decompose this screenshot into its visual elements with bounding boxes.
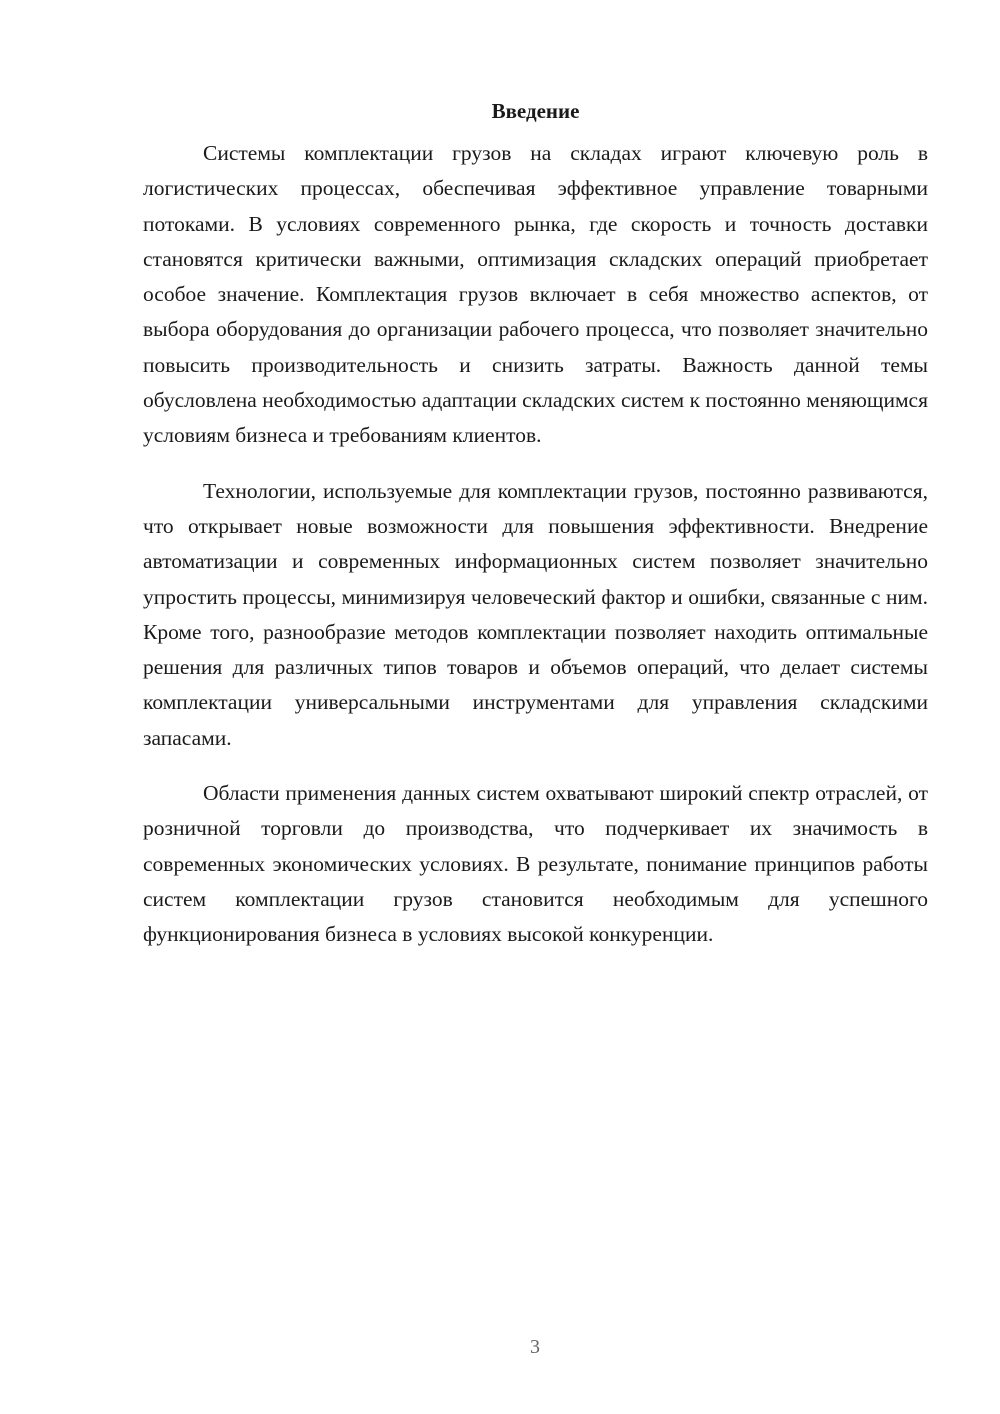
paragraph-1: Системы комплектации грузов на складах играют ключевую роль в логистических процессах, обеспечивая эффективное управление товарными потоками. В условиях современного рынка, где скорость и точность доставки становятся критически важными, оптимизация складских операций приобретает особое значение. Комплектация грузов включает в себя множество аспектов, от выбора оборудования до организации рабочего процесса, что позволяет значительно повысить производительность и снизить затраты. Важность данной темы обусловлена необходимостью адаптации складских систем к постоянно меняющимся условиям бизнеса и требованиям клиентов.: [143, 141, 928, 448]
paragraph-3: Области применения данных систем охватывают широкий спектр отраслей, от розничной торговли до производства, что подчеркивает их значимость в современных экономических условиях. В результате, понимание принципов работы систем комплектации грузов становится необходимым для успешного функционирования бизнеса в условиях высокой конкуренции.: [143, 781, 928, 947]
page-number: 3: [530, 1336, 540, 1358]
document-page: [143, 96, 928, 973]
section-title: Введение: [491, 99, 580, 123]
paragraph-2: Технологии, используемые для комплектации грузов, постоянно развиваются, что открывает новые возможности для повышения эффективности. Внедрение автоматизации и современных информационных систем позволяет значительно упростить процессы, минимизируя человеческий фактор и ошибки, связанные с ним. Кроме того, разнообразие методов комплектации позволяет находить оптимальные решения для различных типов товаров и объемов операций, что делает системы комплектации универсальными инструментами для управления складскими запасами.: [143, 478, 928, 750]
